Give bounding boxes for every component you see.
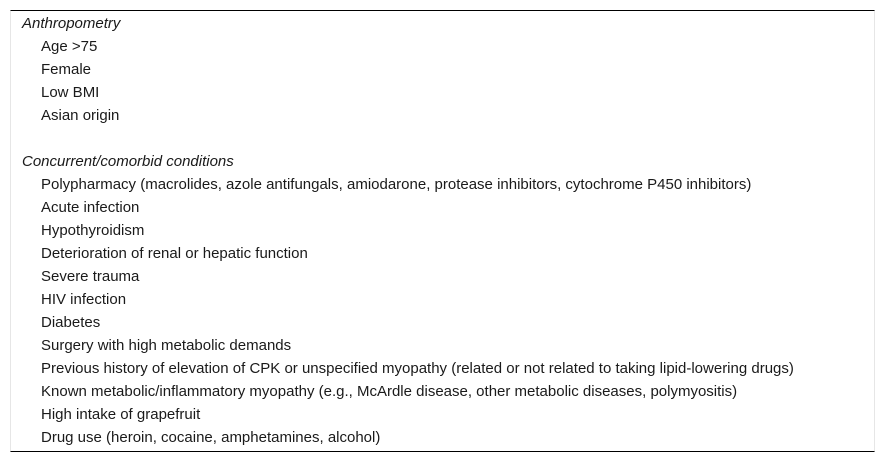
list-item: Polypharmacy (macrolides, azole antifungals, amiodarone, protease inhibitors, cytochrome P450 inhibitors) <box>41 176 752 193</box>
risk-factor-table <box>10 10 875 452</box>
section-heading-comorbid-conditions: Concurrent/comorbid conditions <box>22 153 234 170</box>
list-item: Age >75 <box>41 38 98 55</box>
list-item: Acute infection <box>41 199 140 216</box>
list-item: HIV infection <box>41 291 127 308</box>
list-item: Previous history of elevation of CPK or unspecified myopathy (related or not related to taking lipid-lowering drugs) <box>41 360 794 377</box>
section-heading-anthropometry: Anthropometry <box>22 15 121 32</box>
list-item: Hypothyroidism <box>41 222 145 239</box>
list-item: High intake of grapefruit <box>41 406 201 423</box>
list-item: Drug use (heroin, cocaine, amphetamines, alcohol) <box>41 429 381 446</box>
list-item: Diabetes <box>41 314 101 331</box>
list-item: Surgery with high metabolic demands <box>41 337 292 354</box>
list-item: Asian origin <box>41 107 120 124</box>
list-item: Severe trauma <box>41 268 140 285</box>
list-item: Known metabolic/inflammatory myopathy (e.g., McArdle disease, other metabolic diseases, polymyositis) <box>41 383 738 400</box>
list-item: Female <box>41 61 92 78</box>
section-spacer <box>11 127 874 150</box>
list-item: Low BMI <box>41 84 100 101</box>
list-item: Deterioration of renal or hepatic function <box>41 245 308 262</box>
table-body <box>11 12 874 449</box>
